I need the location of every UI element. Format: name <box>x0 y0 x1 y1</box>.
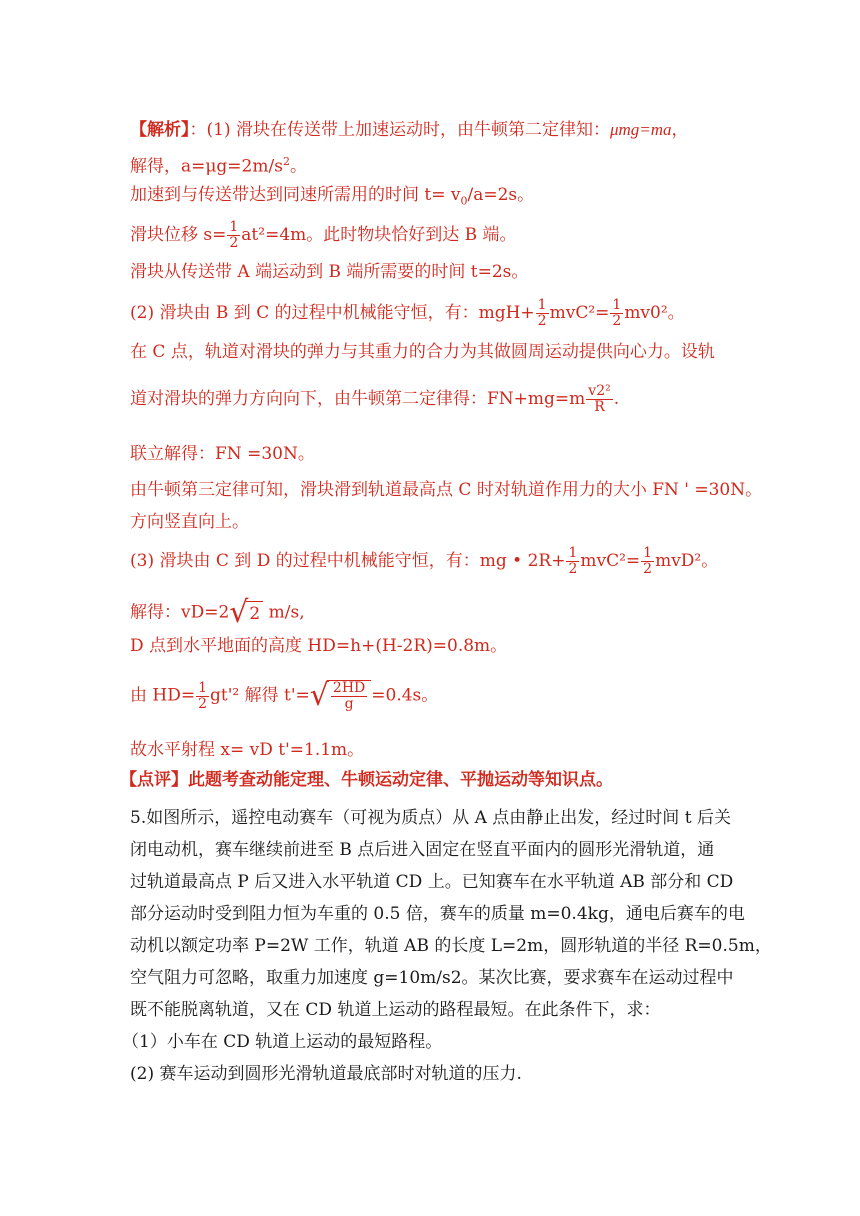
problem-line-7: 既不能脱离轨道，又在 CD 轨道上运动的路程最短。在此条件下，求： <box>130 1000 661 1020</box>
problem-line-3: 过轨道最高点 P 后又进入水平轨道 CD 上。已知赛车在水平轨道 AB 部分和 CD <box>130 872 734 892</box>
question-1: （1）小车在 CD 轨道上运动的最短路程。 <box>122 1032 443 1052</box>
solution-line-13: 解得：vD=2√2 m/s, <box>130 595 305 630</box>
solution-line-4: 滑块位移 s= $\frac{1}{2}$ at²=4m。此时物块恰好到达 B 端。 <box>130 219 517 251</box>
comment-tag: 【点评】 <box>120 770 188 790</box>
fraction: $\frac{1}{2}$ <box>643 545 653 577</box>
solution-line-6: (2) 滑块由 B 到 C 的过程中机械能守恒，有：mgH+ $\frac{1}{2}$ mvC²= $\frac{1}{2}$ mv0²。 <box>130 297 685 329</box>
problem-line-6: 空气阻力可忽略，取重力加速度 g=10m/s2。某次比赛，要求赛车在运动过程中 <box>130 968 734 988</box>
solution-line-5: 滑块从传送带 A 端运动到 B 端所需要的时间 t=2s。 <box>130 262 529 282</box>
solution-line-16: 故水平射程 x= vD t'=1.1m。 <box>130 740 365 760</box>
solution-line-9: 联立解得：FN =30N。 <box>130 444 315 464</box>
solution-line-8: 道对滑块的弹力方向向下，由牛顿第二定律得：FN+mg=m $\frac{\text{v2²}}{R}$ . <box>130 383 620 415</box>
fraction: $\frac{1}{2}$ <box>198 679 208 712</box>
question-2: (2) 赛车运动到圆形光滑轨道最底部时对轨道的压力. <box>130 1064 522 1084</box>
square-root: √ $\frac{2HD}{g}$ <box>310 680 371 712</box>
square-root: √2 <box>229 598 263 628</box>
solution-line-15: 由 HD= $\frac{1}{2}$ gt'² 解得 t'=√ $\frac{2HD}{g}$ =0.4s。 <box>130 678 439 713</box>
fraction: $\frac{1}{2}$ <box>568 545 578 577</box>
fraction: $\frac{\text{v2²}}{R}$ <box>588 383 611 415</box>
solution-line-2: 解得，$a=\mu g=2m/s^2$。 <box>130 155 307 177</box>
problem-line-1: 5.如图所示，遥控电动赛车（可视为质点）从 A 点由静止出发，经过时间 t 后关 <box>130 808 731 828</box>
solution-line-1: 【解析】：(1) 滑块在传送带上加速运动时，由牛顿第二定律知：μmg=ma， <box>130 120 689 140</box>
solution-line-11: 方向竖直向上。 <box>130 512 249 532</box>
solution-line-7: 在 C 点，轨道对滑块的弹力与其重力的合力为其做圆周运动提供向心力。设轨 <box>130 342 715 362</box>
comment-line: 【点评】此题考查动能定理、牛顿运动定律、平抛运动等知识点。 <box>120 770 613 790</box>
fraction: $\frac{1}{2}$ <box>229 219 239 251</box>
analysis-tag: 【解析】 <box>130 120 190 140</box>
solution-line-10: 由牛顿第三定律可知，滑块滑到轨道最高点 C 时对轨道作用力的大小 FN ' =30N。 <box>130 480 763 500</box>
fraction: $\frac{1}{2}$ <box>537 297 547 329</box>
problem-line-2: 闭电动机，赛车继续前进至 B 点后进入固定在竖直平面内的圆形光滑轨道，通 <box>130 840 715 860</box>
solution-line-14: D 点到水平地面的高度 HD=h+(H-2R)=0.8m。 <box>130 636 508 656</box>
fraction: $\frac{1}{2}$ <box>612 297 622 329</box>
problem-line-5: 动机以额定功率 P=2W 工作，轨道 AB 的长度 L=2m，圆形轨道的半径 R=0.5m， <box>130 936 772 956</box>
solution-line-3: 加速到与传送带达到同速所需用的时间 $t= v_0/a=2s$。 <box>130 185 535 208</box>
solution-line-12: (3) 滑块由 C 到 D 的过程中机械能守恒，有：mg • 2R+ $\frac{1}{2}$ mvC²= $\frac{1}{2}$ mvD²。 <box>130 545 719 577</box>
problem-line-4: 部分运动时受到阻力恒为车重的 0.5 倍，赛车的质量 m=0.4kg，通电后赛车的电 <box>130 904 745 924</box>
